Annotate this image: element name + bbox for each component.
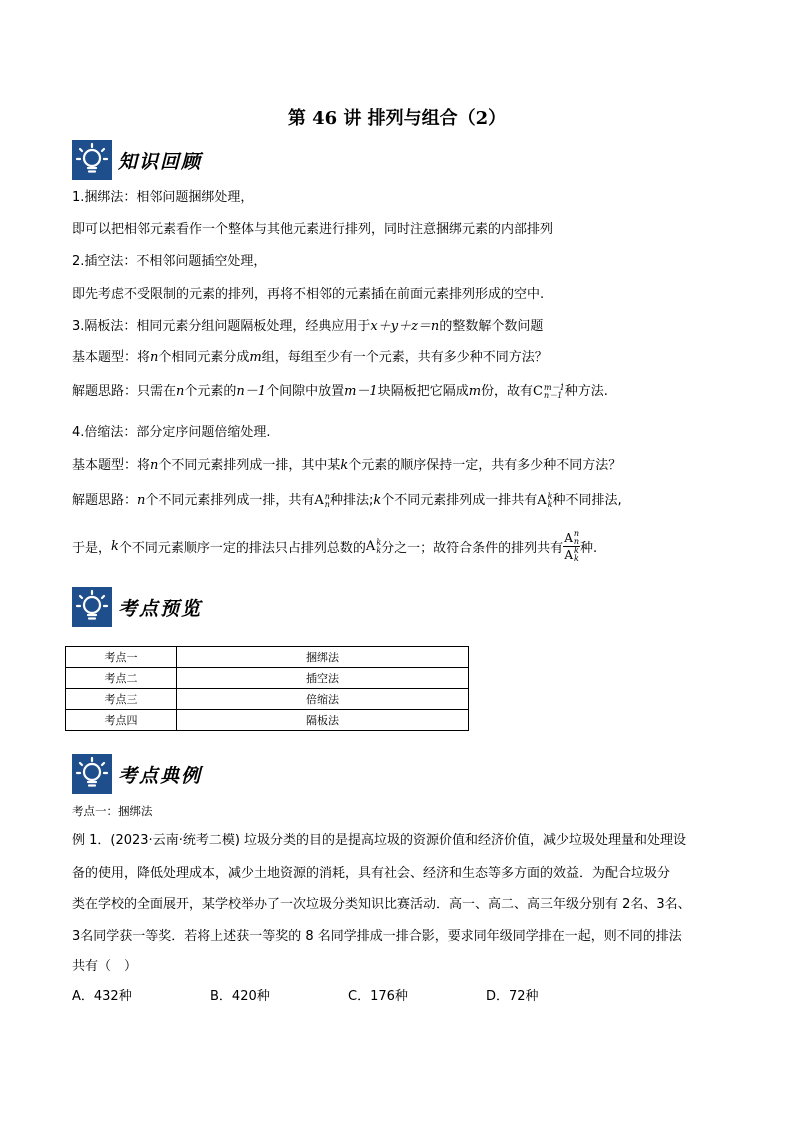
text-line: 解题思路：n个不同元素排列成一排，共有 A n n 种排法;k个不同元素排列成一排共有 A k k 种不同排法, [72,491,622,509]
option-a: A．432种 [72,989,132,1004]
text-line: 3.隔板法：相同元素分组问题隔板处理，经典应用于x＋y＋z＝n的整数解个数问题 [72,319,544,334]
table-cell: 考点二 [66,668,177,689]
section-header-preview [72,587,202,627]
section-title: 考点预览 [118,597,203,620]
table-cell: 考点四 [66,710,177,731]
text-line: 4.倍缩法：部分定序问题倍缩处理. [72,425,271,440]
text-line: 2.插空法：不相邻问题插空处理， [72,254,267,269]
option-b: B．420种 [210,989,270,1004]
page-title: 第 46 讲 排列与组合（2） [287,108,507,129]
text-line: 例 1．(2023·云南·统考二模) 垃圾分类的目的是提高垃圾的资源价值和经济价值，减少垃圾处理量和处理设 [72,833,687,848]
text-line: 即先考虑不受限制的元素的排列，再将不相邻的元素插在前面元素排列形成的空中. [72,287,545,302]
topic-table [65,646,469,731]
table-cell: 考点三 [66,689,177,710]
table-row [66,668,469,689]
example-heading: 考点一：捆绑法 [72,804,153,818]
text-line: 1.捆绑法：相邻问题捆绑处理， [72,190,254,205]
lightbulb-icon [72,587,112,627]
text-line: 基本题型：将n个不同元素排列成一排，其中某k个元素的顺序保持一定，共有多少种不同方法？ [72,458,622,473]
fraction: A n n A k k [564,529,580,563]
option-c: C．176种 [348,989,408,1004]
section-title: 考点典例 [118,764,203,787]
section-title: 知识回顾 [118,150,203,173]
lightbulb-icon [72,140,112,180]
table-cell: 考点一 [66,647,177,668]
lightbulb-icon [72,754,112,794]
text-line: 即可以把相邻元素看作一个整体与其他元素进行排列，同时注意捆绑元素的内部排列 [72,222,554,237]
section-header-examples [72,754,202,794]
table-cell: 捆绑法 [177,647,469,668]
text-line: 共有（ ） [72,959,138,974]
table-row [66,689,469,710]
text-line: 备的使用，降低处理成本，减少土地资源的消耗，具有社会、经济和生态等多方面的效益．为配合垃圾分 [72,866,671,881]
text-line: 类在学校的全面展开，某学校举办了一次垃圾分类知识比赛活动．高一、高二、高三年级分别有 2名、3名、 [72,897,691,912]
table-row [66,647,469,668]
section-header-review [72,140,202,180]
text-line: 3名同学获一等奖．若将上述获一等奖的 8 名同学排成一排合影，要求同年级同学排在一起，则不同的排法 [72,929,682,944]
text-line: 于是， k 个不同元素顺序一定的排法只占排列总数的 A k k 分之一；故符合条件的排列共有 A n n A k k 种. [72,529,598,563]
text-line: 解题思路：只需在n个元素的n－1个间隙中放置m－1块隔板把它隔成m份，故有 C m－1 n－1 种方法. [72,382,608,400]
table-cell: 隔板法 [177,710,469,731]
table-cell: 倍缩法 [177,689,469,710]
table-row [66,710,469,731]
table-cell: 插空法 [177,668,469,689]
text-line: 基本题型：将n个相同元素分成m组，每组至少有一个元素，共有多少种不同方法？ [72,350,548,365]
option-d: D．72种 [486,989,539,1004]
